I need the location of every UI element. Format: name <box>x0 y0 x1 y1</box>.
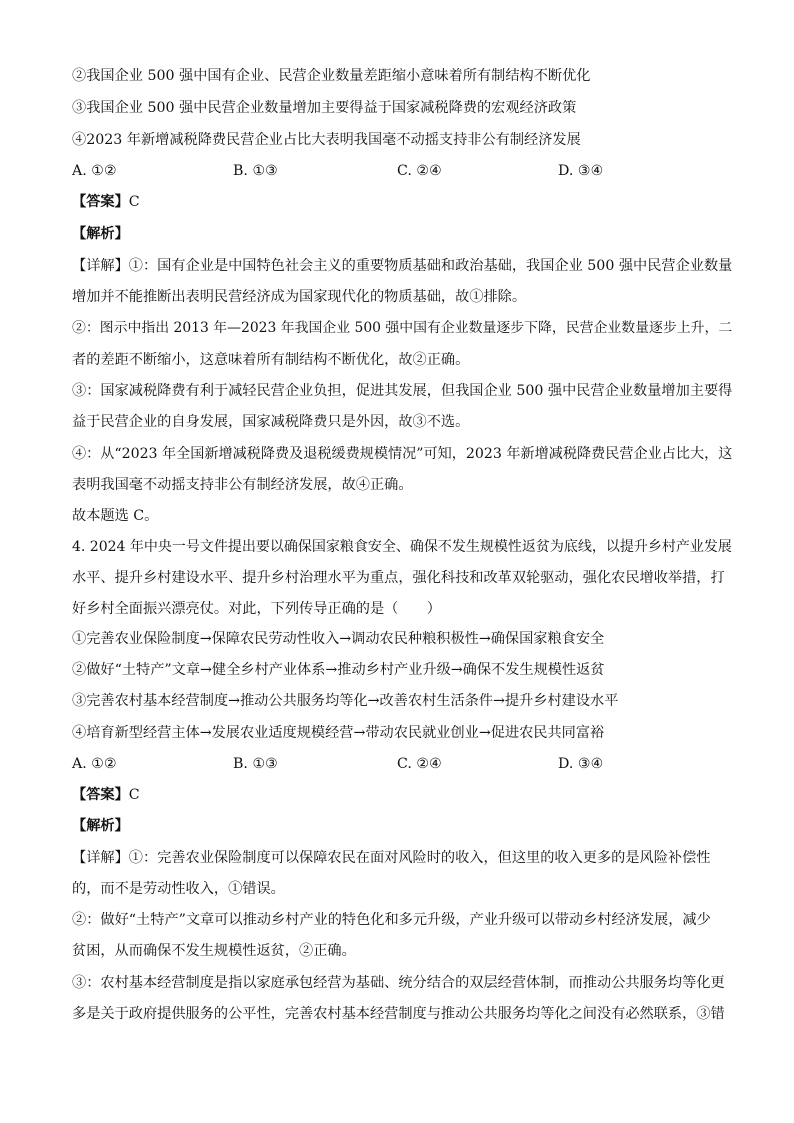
q4-statement-4: ④培育新型经营主体→发展农业适度规模经营→带动农民就业创业→促进农民共同富裕 <box>72 725 605 741</box>
q3-detail-line: 益于民营企业的自身发展，国家减税降费只是外因，故③不选。 <box>72 414 470 430</box>
q3-detail-line: 增加并不能推断出表明民营经济成为国家现代化的物质基础，故①排除。 <box>72 289 527 305</box>
q3-detail-line: 者的差距不断缩小，这意味着所有制结构不断优化，故②正确。 <box>72 352 470 368</box>
q4-answer-label: 【答案】 <box>72 787 129 803</box>
q3-option-b: B. ①③ <box>233 163 278 179</box>
q4-detail-line: 多是关于政府提供服务的公平性，完善农村基本经营制度与推动公共服务均等化之间没有必然联系，③错 <box>72 1006 725 1022</box>
q3-options <box>72 161 732 181</box>
q4-analysis-label: 【解析】 <box>72 818 129 834</box>
q3-option-d: D. ③④ <box>558 163 604 179</box>
q3-detail-line: ④：从“2023 年全国新增减税降费及退税缓费规模情况”可知，2023 年新增减税降费民营企业占比大，这 <box>72 446 733 462</box>
q4-stem-line: 好乡村全面振兴漂亮仗。对此，下列传导正确的是（ ） <box>72 601 441 617</box>
q3-option-a: A. ①② <box>72 163 117 179</box>
q4-statement-2: ②做好“土特产”文章→健全乡村产业体系→推动乡村产业升级→确保不发生规模性返贫 <box>72 662 605 678</box>
q4-detail-line: 贫困，从而确保不发生规模性返贫，②正确。 <box>72 943 356 959</box>
q4-stem-line: 4. 2024 年中央一号文件提出要以确保国家粮食安全、确保不发生规模性返贫为底线，以提升乡村产业发展 <box>72 539 732 555</box>
q4-option-d: D. ③④ <box>558 756 604 772</box>
q3-answer-value: C <box>128 194 140 210</box>
q3-statement-3: ③我国企业 500 强中民营企业数量增加主要得益于国家减税降费的宏观经济政策 <box>72 100 577 116</box>
q3-answer <box>72 192 140 212</box>
q3-answer-label: 【答案】 <box>72 194 129 210</box>
q3-detail-line: ②：图示中指出 2013 年—2023 年我国企业 500 强中国有企业数量逐步下降，民营企业数量逐步上升，二 <box>72 320 733 336</box>
q4-answer <box>72 785 140 805</box>
q4-option-c: C. ②④ <box>397 756 442 772</box>
q4-stem-line: 水平、提升乡村建设水平、提升乡村治理水平为重点，强化科技和改革双轮驱动，强化农民增收举措，打 <box>72 570 725 586</box>
q4-option-b: B. ①③ <box>233 756 278 772</box>
q3-option-c: C. ②④ <box>397 163 442 179</box>
q4-option-a: A. ①② <box>72 756 117 772</box>
q3-detail-line: ③：国家减税降费有利于减轻民营企业负担，促进其发展，但我国企业 500 强中民营企业数量增加主要得 <box>72 383 733 399</box>
q3-conclusion: 故本题选 C。 <box>72 508 159 524</box>
q3-analysis-label: 【解析】 <box>72 226 129 242</box>
q3-detail-line: 表明我国毫不动摇支持非公有制经济发展，故④正确。 <box>72 477 413 493</box>
q4-statement-3: ③完善农村基本经营制度→推动公共服务均等化→改善农村生活条件→提升乡村建设水平 <box>72 693 619 709</box>
q3-detail-line: 【详解】①：国有企业是中国特色社会主义的重要物质基础和政治基础，我国企业 500 强中民营企业数量 <box>72 258 733 274</box>
q4-statement-1: ①完善农业保险制度→保障农民劳动性收入→调动农民种粮积极性→确保国家粮食安全 <box>72 631 605 647</box>
q4-detail-line: 【详解】①：完善农业保险制度可以保障农民在面对风险时的收入，但这里的收入更多的是风险补偿性 <box>72 850 711 866</box>
q4-detail-line: ②：做好“土特产”文章可以推动乡村产业的特色化和多元升级，产业升级可以带动乡村经济发展，减少 <box>72 912 711 928</box>
q4-answer-value: C <box>128 787 140 803</box>
q4-detail-line: 的，而不是劳动性收入，①错误。 <box>72 881 285 897</box>
q4-options <box>72 754 732 774</box>
q3-statement-2: ②我国企业 500 强中国有企业、民营企业数量差距缩小意味着所有制结构不断优化 <box>72 68 591 84</box>
q3-statement-4: ④2023 年新增减税降费民营企业占比大表明我国毫不动摇支持非公有制经济发展 <box>72 132 581 148</box>
q4-detail-line: ③：农村基本经营制度是指以家庭承包经营为基础、统分结合的双层经营体制，而推动公共服务均等化更 <box>72 975 725 991</box>
